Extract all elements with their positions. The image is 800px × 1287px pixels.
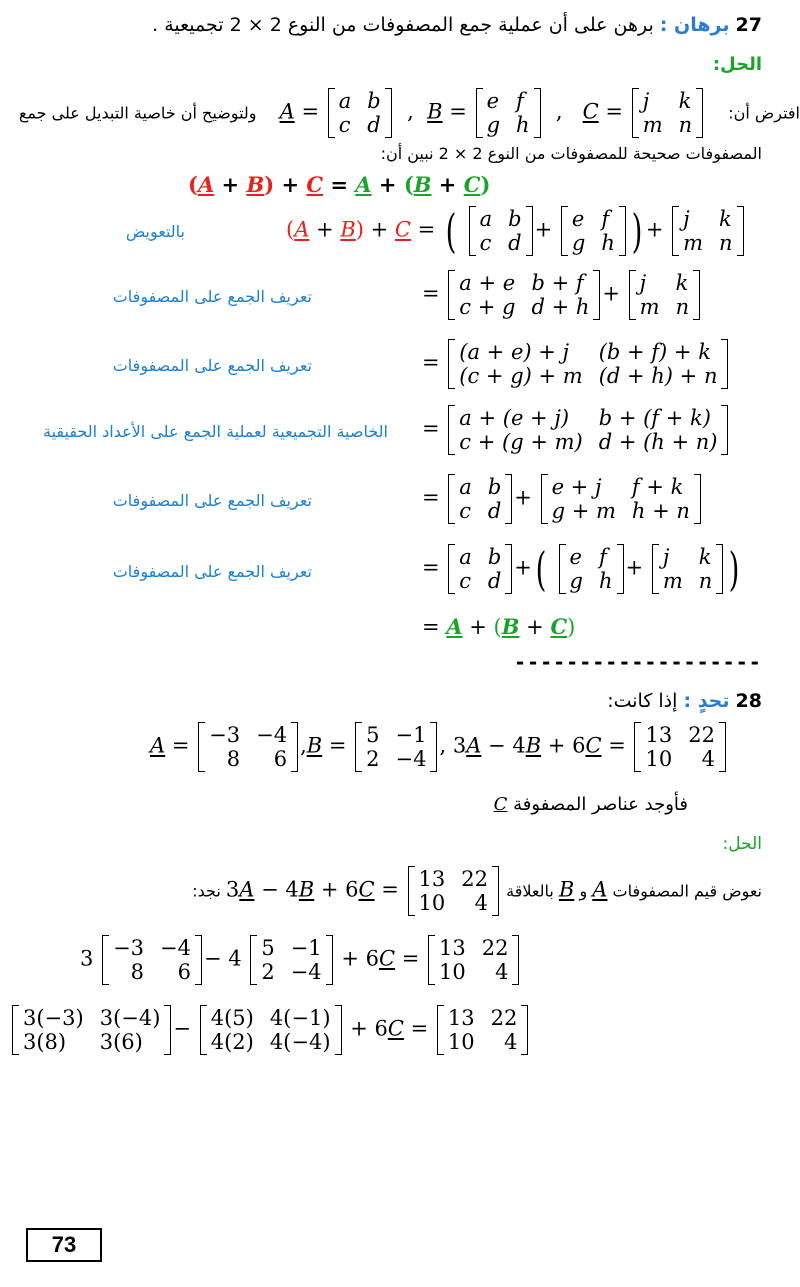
intro-line-2 — [381, 144, 762, 163]
matrix-c-symbol: C — [493, 794, 508, 815]
reason-4: الخاصية التجميعية لعملية الجمع على الأعداد الحقيقية — [42, 422, 388, 441]
step-2: = a + e b + f c + g d + h + j k m n — [422, 270, 702, 320]
problem-28-number: 28 — [735, 690, 762, 712]
intro-matrices: A = a b c d , B = e f g h , C = j k m n — [280, 88, 706, 138]
substitution-step-1: 3 −3 −4 8 6 − 4 5 −1 2 −4 + 6C = 13 22 10 4 — [80, 935, 521, 985]
problem-28-statement — [607, 690, 762, 712]
step-3: = (a + e) + j (b + f) + k (c + g) + m (d + h) + n — [422, 339, 730, 389]
reason-3: تعريف الجمع على المصفوفات — [112, 356, 312, 375]
substitution-step-2: 3(−3) 3(−4) 3(8) 3(6) − 4(5) 4(−1) 4(2) 4(−4) + 6C = 13 22 10 4 — [10, 1005, 530, 1055]
problem-28-find — [494, 794, 688, 815]
problem-27-statement — [152, 14, 762, 36]
intro-show-that: المصفوفات صحيحة للمصفوفات من النوع 2 × 2 نبين أن: — [380, 144, 762, 163]
problem-28-text: إذا كانت: — [607, 690, 678, 712]
problem-27-number: 27 — [735, 14, 762, 36]
reason-2: تعريف الجمع على المصفوفات — [112, 287, 312, 306]
intro-assume: افترض أن: — [728, 103, 800, 123]
problem-28-tag: تحدٍ : — [683, 690, 730, 712]
problem-27-text: برهن على أن عملية جمع المصفوفات من النوع 2 × 2 تجميعية . — [152, 14, 654, 36]
sub-text-and: و — [579, 881, 588, 901]
associative-goal: (A + B) + C = A + (B + C) — [188, 172, 491, 197]
step-7: = A + (B + C) — [422, 614, 576, 639]
reason-5: تعريف الجمع على المصفوفات — [112, 491, 312, 510]
step-1: (A + B) + C = ( a b c d + e f g h ) + j k m n — [286, 206, 746, 256]
reason-1: بالتعويض — [125, 222, 185, 241]
problem-27-tag: برهان : — [659, 14, 730, 36]
substitution-line: نعوض قيم المصفوفات A و B بالعلاقة 3A − 4B + 6C = 13 22 10 4 نجد: — [192, 867, 762, 916]
problem-28-given: A = −3 −4 8 6 ,B = 5 −1 2 −4 , 3A − 4B + 6C = 13 22 10 4 — [150, 722, 728, 772]
step-6: = a b c d +( e f g h + j k m n ) — [422, 542, 740, 597]
separator-dashes: ------------------- — [514, 650, 762, 674]
reason-6: تعريف الجمع على المصفوفات — [112, 562, 312, 581]
problem-27-solution-label: الحل: — [712, 54, 762, 75]
sub-text-a: نعوض قيم المصفوفات — [612, 881, 762, 901]
sub-text-b: بالعلاقة — [506, 881, 554, 901]
intro-commutative: ولتوضيح أن خاصية التبديل على جمع — [18, 103, 257, 123]
find-text: فأوجد عناصر المصفوفة — [513, 794, 688, 815]
page-number: 73 — [26, 1228, 102, 1262]
sub-text-c: نجد: — [192, 881, 221, 901]
problem-28-solution-label: الحل: — [722, 834, 762, 854]
step-4: = a + (e + j) b + (f + k) c + (g + m) d + (h + n) — [422, 405, 730, 455]
step-5: = a b c d + e + j f + k g + m h + n — [422, 474, 703, 524]
intro-line-1 — [0, 88, 800, 140]
